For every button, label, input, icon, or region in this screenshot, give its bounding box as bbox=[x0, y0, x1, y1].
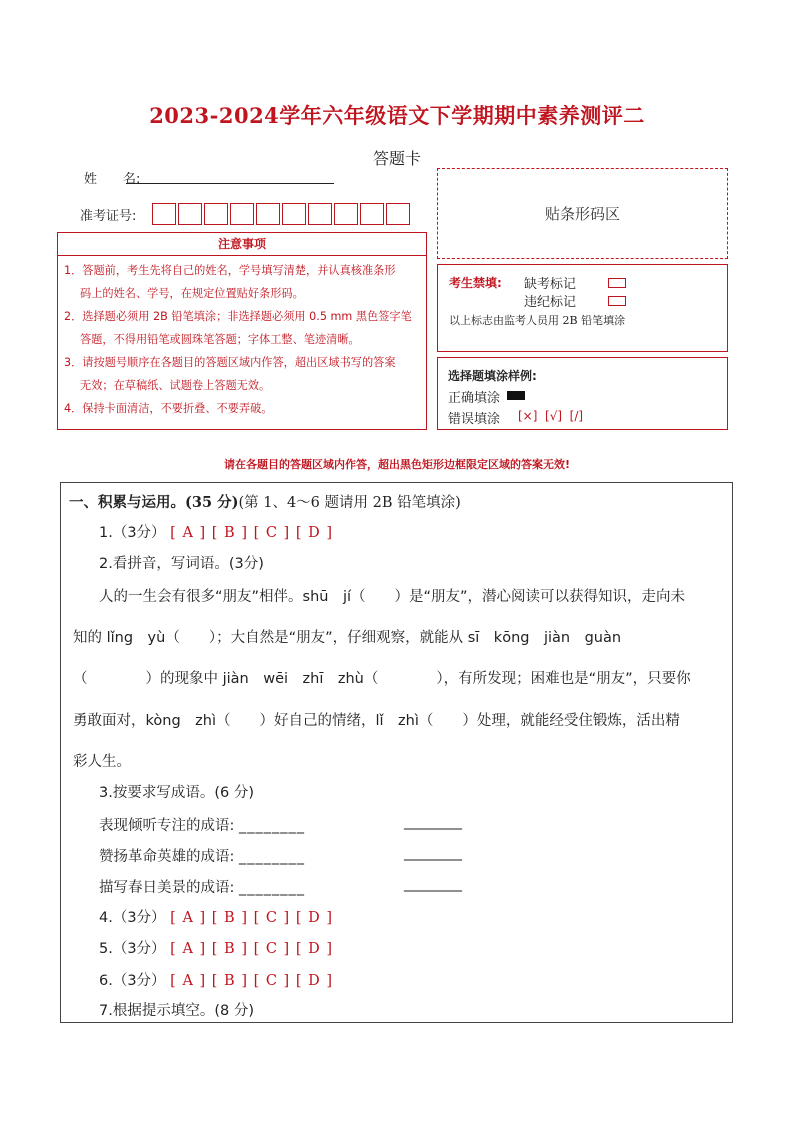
question-number: 1.（3分） bbox=[99, 525, 166, 541]
page-title: 2023-2024学年六年级语文下学期期中素养测评二 bbox=[149, 103, 645, 128]
notice-item-text: 2．选择题必须用 2B 铅笔填涂；非选择题必须用 0.5 mm 黑色签字笔 bbox=[64, 310, 412, 323]
sample-title: 选择题填涂样例: bbox=[448, 369, 537, 383]
question-2-title: 2.看拼音，写词语。(3分) bbox=[99, 556, 264, 572]
notice-item bbox=[64, 397, 420, 420]
notice-item bbox=[64, 351, 420, 397]
wrong-fill-label: 错误填涂 bbox=[448, 412, 501, 427]
idiom-blank[interactable]: ________ bbox=[239, 880, 305, 896]
pinyin-paragraph-line: 彩人生。 bbox=[73, 754, 131, 770]
choice-options[interactable]: [ A ] [ B ] [ C ] [ D ] bbox=[170, 525, 333, 541]
idiom-row bbox=[99, 845, 305, 866]
id-digit-box[interactable] bbox=[152, 203, 176, 225]
barcode-label: 贴条形码区 bbox=[544, 205, 620, 223]
choice-options[interactable]: [ A ] [ B ] [ C ] [ D ] bbox=[170, 941, 333, 957]
question-1 bbox=[99, 521, 333, 542]
absent-mark-label: 缺考标记 bbox=[524, 277, 577, 292]
idiom-label: 描写春日美景的成语: bbox=[99, 880, 235, 896]
question-5 bbox=[99, 937, 333, 958]
notice-item-text: 4．保持卡面清洁，不要折叠、不要弄破。 bbox=[64, 402, 273, 415]
notice-item-text: 3．请按题号顺序在各题目的答题区域内作答，超出区域书写的答案 bbox=[64, 356, 396, 369]
id-digit-box[interactable] bbox=[308, 203, 332, 225]
id-digit-box[interactable] bbox=[204, 203, 228, 225]
id-digit-box[interactable] bbox=[256, 203, 280, 225]
page-subtitle: 答题卡 bbox=[372, 149, 421, 168]
correct-fill-label: 正确填涂 bbox=[448, 391, 501, 406]
question-number: 6.（3分） bbox=[99, 973, 166, 989]
section-note: (第 1、4～6 题请用 2B 铅笔填涂) bbox=[238, 495, 461, 511]
notice-item bbox=[64, 305, 420, 351]
id-digit-box[interactable] bbox=[334, 203, 358, 225]
choice-options[interactable]: [ A ] [ B ] [ C ] [ D ] bbox=[170, 910, 333, 926]
answer-area bbox=[60, 482, 733, 1023]
question-3-title: 3.按要求写成语。(6 分) bbox=[99, 785, 254, 801]
notice-item-text: 1．答题前，考生先将自己的姓名，学号填写清楚，并认真核准条形 bbox=[64, 264, 396, 277]
pinyin-paragraph-line: 勇敢面对，kòng zhì（ ）好自己的情绪，lǐ zhì（ ）处理，就能经受住锻炼，活出精 bbox=[73, 713, 680, 729]
notice-box bbox=[57, 232, 427, 430]
violation-mark-box[interactable] bbox=[608, 296, 626, 306]
id-digit-box[interactable] bbox=[178, 203, 202, 225]
fill-sample-box bbox=[437, 357, 728, 430]
correct-fill-mark bbox=[507, 391, 525, 400]
question-number: 4.（3分） bbox=[99, 910, 166, 926]
answer-area-warning: 请在各题目的答题区域内作答，超出黑色矩形边框限定区域的答案无效! bbox=[223, 458, 570, 471]
forbid-label: 考生禁填: bbox=[449, 276, 502, 290]
violation-mark-label: 违纪标记 bbox=[524, 295, 577, 310]
idiom-blank-2[interactable]: ________ bbox=[404, 814, 462, 830]
id-number-boxes[interactable] bbox=[152, 203, 412, 225]
idiom-blank-2[interactable]: ________ bbox=[404, 876, 462, 892]
notice-item-text: 无效；在草稿纸、试题卷上答题无效。 bbox=[80, 379, 271, 392]
notice-heading: 注意事项 bbox=[58, 233, 426, 256]
id-digit-box[interactable] bbox=[230, 203, 254, 225]
question-number: 5.（3分） bbox=[99, 941, 166, 957]
wrong-fill-marks: [×] [√] [/] bbox=[518, 409, 584, 423]
question-7-title: 7.根据提示填空。(8 分) bbox=[99, 1003, 254, 1019]
question-6 bbox=[99, 969, 333, 990]
barcode-area bbox=[437, 168, 728, 259]
id-label: 准考证号: bbox=[80, 209, 137, 224]
pinyin-paragraph-line: 知的 lǐng yù（ ）；大自然是“朋友”，仔细观察，就能从 sī kōng jiàn guàn bbox=[73, 630, 622, 646]
absent-mark-box[interactable] bbox=[608, 278, 626, 288]
id-digit-box[interactable] bbox=[282, 203, 306, 225]
idiom-blank[interactable]: ________ bbox=[239, 818, 305, 834]
name-field[interactable] bbox=[126, 183, 334, 184]
pinyin-paragraph-line: 人的一生会有很多“朋友”相伴。shū jí（ ）是“朋友”，潜心阅读可以获得知识，走向未 bbox=[99, 589, 686, 605]
choice-options[interactable]: [ A ] [ B ] [ C ] [ D ] bbox=[170, 973, 333, 989]
forbid-note: 以上标志由监考人员用 2B 铅笔填涂 bbox=[449, 314, 626, 327]
pinyin-paragraph-line: （ ）的现象中 jiàn wēi zhī zhù（ ），有所发现；困难也是“朋友”，只要你 bbox=[73, 671, 691, 687]
idiom-blank[interactable]: ________ bbox=[239, 849, 305, 865]
idiom-row bbox=[99, 876, 305, 897]
id-digit-box[interactable] bbox=[386, 203, 410, 225]
idiom-label: 赞扬革命英雄的成语: bbox=[99, 849, 235, 865]
id-digit-box[interactable] bbox=[360, 203, 384, 225]
section-heading bbox=[69, 491, 461, 512]
notice-list bbox=[58, 256, 426, 420]
section-title: 一、积累与运用。(35 分) bbox=[69, 494, 239, 511]
idiom-blank-2[interactable]: ________ bbox=[404, 845, 462, 861]
idiom-label: 表现倾听专注的成语: bbox=[99, 818, 235, 834]
examinee-forbidden-box bbox=[437, 264, 728, 352]
name-label: 姓 名: bbox=[84, 172, 141, 187]
idiom-row bbox=[99, 814, 305, 835]
question-4 bbox=[99, 906, 333, 927]
notice-item-text: 码上的姓名、学号，在规定位置贴好条形码。 bbox=[80, 287, 304, 300]
notice-item-text: 答题，不得用铅笔或圆珠笔答题；字体工整、笔迹清晰。 bbox=[80, 333, 360, 346]
notice-item bbox=[64, 259, 420, 305]
